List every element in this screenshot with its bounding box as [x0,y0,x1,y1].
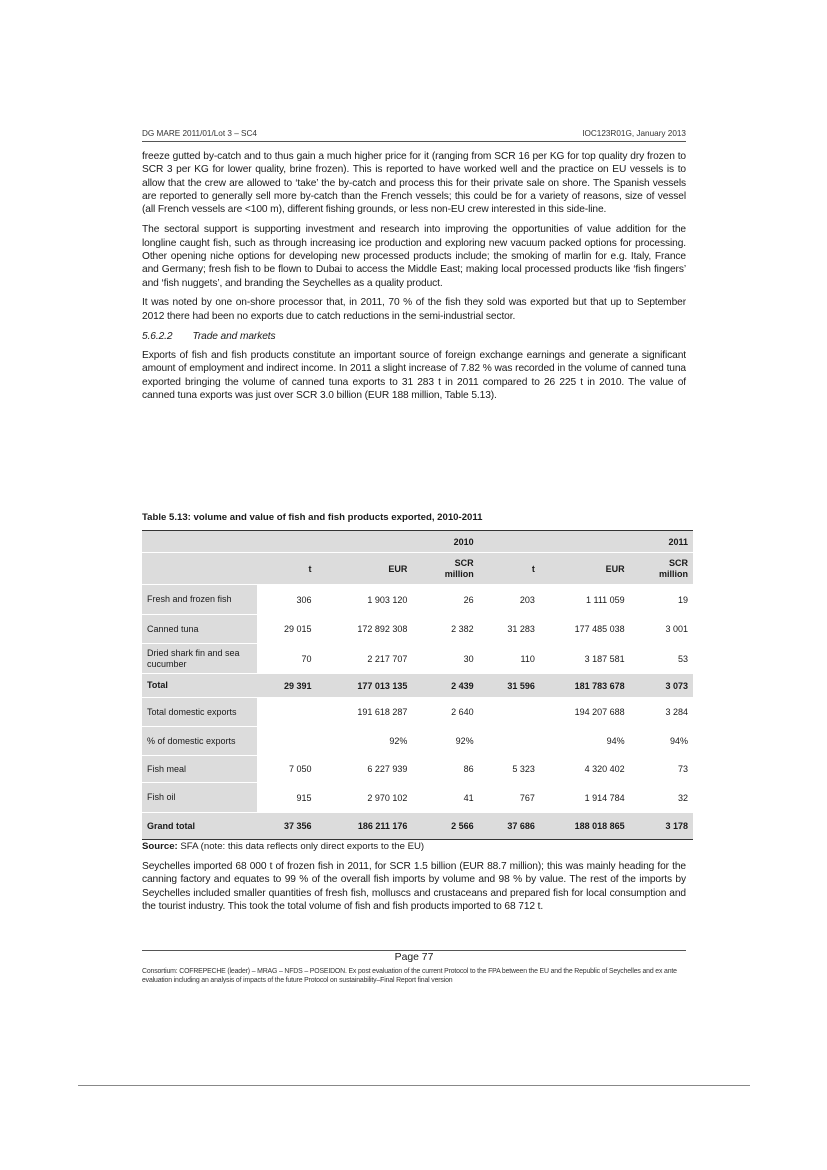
table-row: Fish meal 7 050 6 227 939 86 5 323 4 320 402 73 [142,756,693,783]
year-2010: 2010 [412,531,478,553]
page-bottom-rule [78,1085,750,1086]
paragraph-onshore-processor: It was noted by one on-shore processor that, in 2011, 70 % of the fish they sold was exported but that up to September 2012 there had been no exports due to catch reductions in the semi-industrial sector. [142,297,686,322]
subheading-number: 5.6.2.2 [142,330,173,342]
unit-t-2011: t [479,553,540,585]
table-row: Fish oil 915 2 970 102 41 767 1 914 784 32 [142,783,693,813]
unit-scr-2011: SCR million [630,553,693,585]
table-row: Total domestic exports 191 618 287 2 640 194 207 688 3 284 [142,698,693,727]
paragraph-sectoral-support: The sectoral support is supporting investment and research into improving the opportunities of value addition for the longline caught fish, such as through increasing ice production and exploring new vacuum packed options for processing. Other opening niche options for developing new processed products include; the smoking of marlin for e.g. Italy, France and Germany; fresh fish to be flown to Dubai to access the Middle East; making local processed products like ‘fish fingers’ and ‘fish nuggets’, and branding the Seychelles as a quality product. [142,224,686,289]
paragraph-bycatch: freeze gutted by-catch and to thus gain a much higher price for it (ranging from SCR 16 per KG for top quality dry frozen to SCR 3 per KG for lower quality, brine frozen). This is reported to have worked well and the practice on EU vessels is to allow that the crew are allowed to ‘take’ the by-catch and process this for their private sale on shore. The Spanish vessels are reported to generally sell more by-catch than the French vessels; this could be for a variety of reasons, size of vessel (all French vessels are <100 m), different fishing grounds, or less non-EU crew interested in this side-line. [142,151,686,216]
section-subheading [142,330,686,343]
header-left: DG MARE 2011/01/Lot 3 – SC4 [142,129,257,138]
table-row-grand-total: Grand total 37 356 186 211 176 2 566 37 686 188 018 865 3 178 [142,813,693,840]
table-row-total: Total 29 391 177 013 135 2 439 31 596 181 783 678 3 073 [142,674,693,698]
subheading-title: Trade and markets [192,330,276,342]
header-right: IOC123R01G, January 2013 [582,129,686,138]
table-row: Fresh and frozen fish 306 1 903 120 26 203 1 111 059 19 [142,585,693,615]
table-row: % of domestic exports 92% 92% 94% 94% [142,727,693,756]
table-unit-row [142,553,693,585]
paragraph-imports: Seychelles imported 68 000 t of frozen fish in 2011, for SCR 1.5 billion (EUR 88.7 million); this was mainly heading for the canning factory and equates to 99 % of the overall fish imports by volume and 98 % by value. The rest of the imports by Seychelles included smaller quantities of fresh fish, molluscs and crustaceans and prepared fish for local consumption and the tourist industry. This took the total volume of fish and fish products imported to 68 712 t. [142,861,686,913]
table-title: Table 5.13: volume and value of fish and fish products exported, 2010-2011 [142,512,483,523]
paragraph-trade-markets: Exports of fish and fish products constitute an important source of foreign exchange earnings and generate a significant amount of employment and indirect income. In 2011 a slight increase of 7.82 % was recorded in the volume of canned tuna exported bringing the volume of canned tuna exports to 31 283 t in 2011 compared to 26 225 t in 2010. The value of canned tuna exports was just over SCR 3.0 billion (EUR 188 million, Table 5.13). [142,349,686,401]
unit-t-2010: t [257,553,316,585]
year-2011: 2011 [630,531,693,553]
page-number: Page 77 [394,952,434,963]
table-row: Canned tuna 29 015 172 892 308 2 382 31 283 177 485 038 3 001 [142,615,693,644]
footer-note: Consortium: COFREPECHE (leader) – MRAG – NFDS – POSEIDON. Ex post evaluation of the current Protocol to the FPA between the EU and the Republic of Seychelles and ex ante evaluation including an analysis of impacts of the future Protocol on sustainability–Final Report final version [142,968,677,985]
unit-eur-2010: EUR [316,553,412,585]
unit-eur-2011: EUR [540,553,630,585]
body-text-top [142,150,686,409]
body-text-bottom [142,860,686,920]
table-row: Dried shark fin and sea cucumber 70 2 217 707 30 110 3 187 581 53 [142,644,693,674]
table-source [142,841,424,852]
source-label: Source: [142,841,178,852]
running-header [142,129,686,142]
table-year-row [142,531,693,553]
footer-rule [142,950,686,951]
exports-table [142,530,693,840]
source-text: SFA (note: this data reflects only direct exports to the EU) [177,841,425,852]
unit-scr-2010: SCR million [412,553,478,585]
